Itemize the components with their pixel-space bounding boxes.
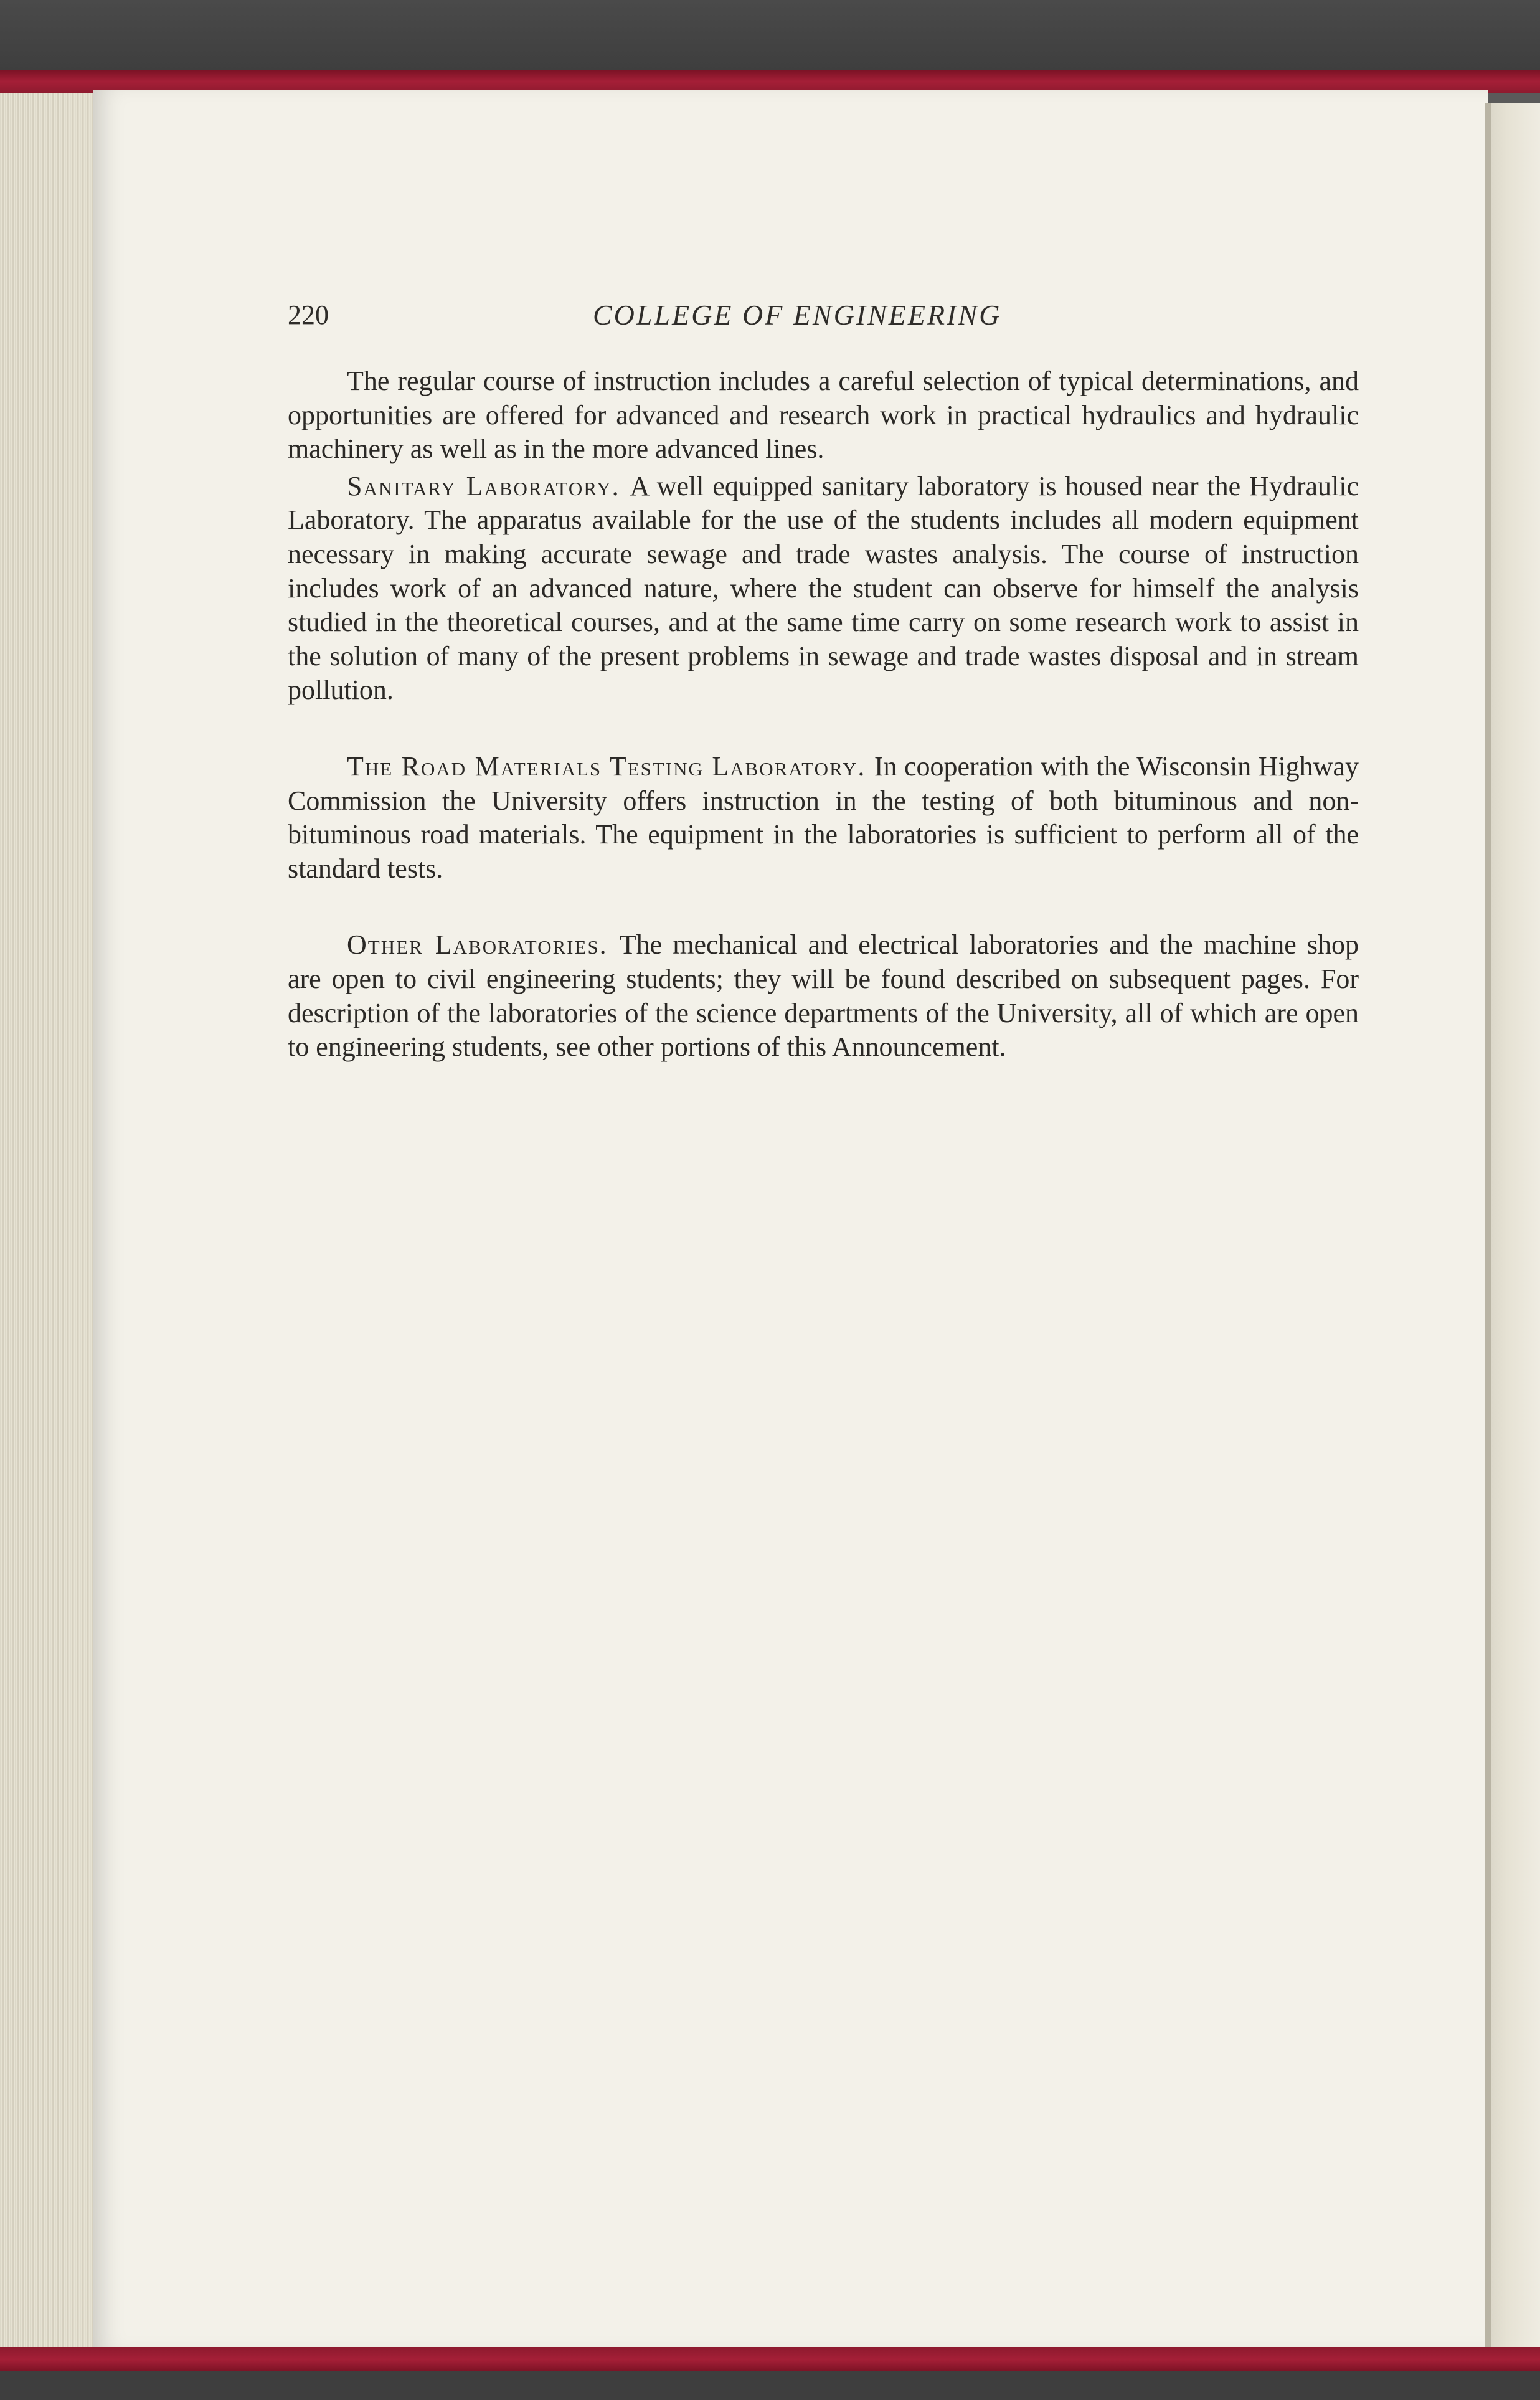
gutter-strip (1485, 103, 1491, 2348)
bottom-shadow (0, 2371, 1540, 2400)
paragraph-sanitary-laboratory (288, 470, 1359, 708)
paragraph-instruction (288, 364, 1359, 467)
page-header (288, 296, 1365, 334)
paragraph-other-laboratories (288, 928, 1359, 1064)
paragraph-road-materials-laboratory (288, 750, 1359, 886)
paragraph-text: The mechanical and electrical laboratories and the machine shop are open to civil engineering students; they will be found described on subsequent pages. For description of the laboratories of the science departments of the University, all of which are open to engineering students, see other portions of this Announcement. (288, 929, 1359, 1063)
paragraph-heading: The Road Materials Testing Laboratory. (347, 751, 874, 782)
paragraph-text: In cooperation with the Wisconsin Highway Commission the University offers instruction in the testing of both bituminous and non-bituminous road materials. The equipment in the laboratories is sufficient to perform all of the standard tests. (288, 751, 1359, 884)
paragraph-text: A well equipped sanitary laboratory is housed near the Hydraulic Laboratory. The apparatus available for the use of the students includes all modern equipment necessary in making accurate sewage and trade wastes analysis. The course of instruction includes work of an advanced nature, where the student can observe for himself the analysis studied in the theoretical courses, and at the same time carry on some research work to assist in the solution of many of the present problems in sewage and trade wastes disposal and in stream pollution. (288, 470, 1359, 706)
top-shadow (0, 0, 1540, 72)
running-head: COLLEGE OF ENGINEERING (593, 299, 1002, 331)
paragraph-text: The regular course of instruction includes a careful selection of typical determinations, and opportunities are offered for advanced and research work in practical hydraulics and hydraulic machinery as well as in the more advanced lines. (288, 366, 1359, 465)
next-page-edge (1485, 103, 1540, 2348)
page-body (288, 364, 1359, 1065)
page-number: 220 (288, 300, 329, 330)
paragraph-heading: Other Laboratories. (347, 929, 620, 960)
book-binding-bottom (0, 2347, 1540, 2372)
paragraph-heading: Sanitary Laboratory. (347, 470, 630, 501)
stacked-page-edges (0, 93, 103, 2347)
